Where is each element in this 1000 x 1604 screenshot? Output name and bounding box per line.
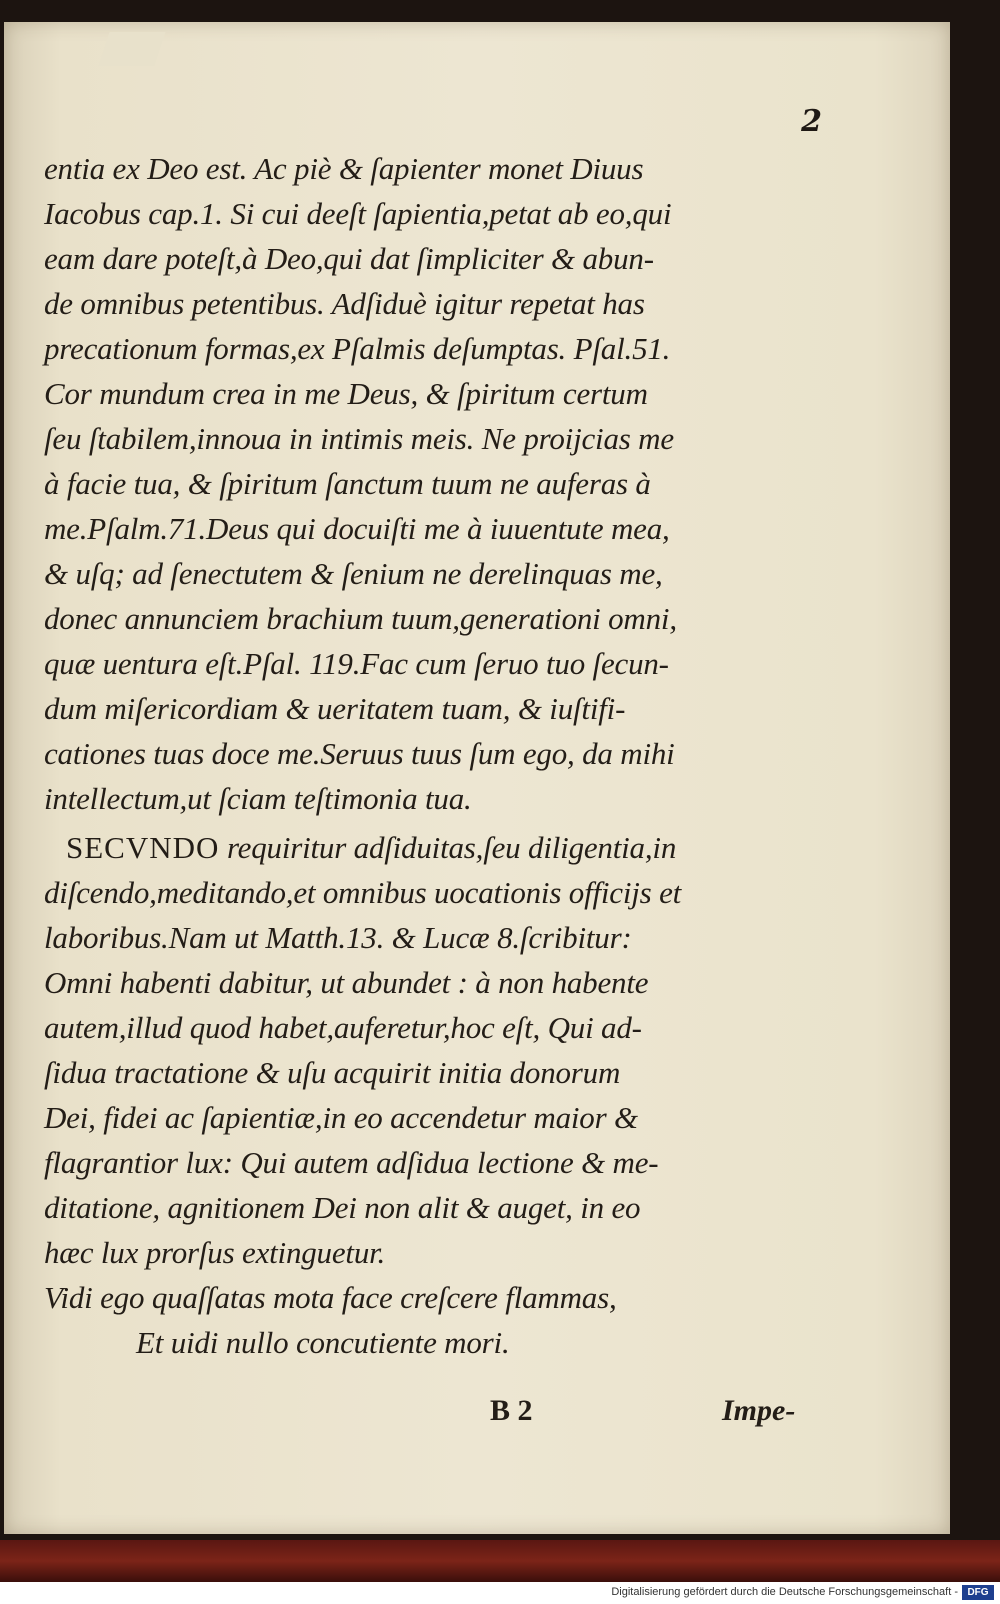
- text-line: entia ex Deo est. Ac piè & ſapienter monet Diuus: [44, 151, 644, 186]
- credit-bar: [0, 1582, 1000, 1604]
- text-line: Iacobus cap.1. Si cui deeſt ſapientia,petat ab eo,qui: [44, 196, 672, 231]
- text-line: hæc lux prorſus extinguetur.: [44, 1235, 386, 1270]
- text-line: diſcendo,meditando,et omnibus uocationis officijs et: [44, 875, 682, 910]
- text-line: donec annunciem brachium tuum,generationi omni,: [44, 601, 677, 636]
- paragraph-two-first-line: [44, 825, 796, 870]
- text-line: ditatione, agnitionem Dei non alit & auget, in eo: [44, 1190, 641, 1225]
- page-text: [44, 146, 796, 1365]
- page-footer: [0, 1394, 1000, 1434]
- text-line: intellectum,ut ſciam teſtimonia tua.: [44, 781, 472, 816]
- text-line: laboribus.Nam ut Matth.13. & Lucæ 8.ſcribitur:: [44, 920, 632, 955]
- dfg-logo-icon: DFG: [962, 1585, 994, 1600]
- text-line: Cor mundum crea in me Deus, & ſpiritum certum: [44, 376, 648, 411]
- paragraph-two-first-line-rest: requiritur adſiduitas,ſeu diligentia,in: [219, 830, 677, 865]
- verse-line: Vidi ego quaſſatas mota face creſcere flammas,: [44, 1280, 617, 1315]
- text-line: & uſq; ad ſenectutem & ſenium ne derelinquas me,: [44, 556, 663, 591]
- text-line: ſeu ſtabilem,innoua in intimis meis. Ne proijcias me: [44, 421, 674, 456]
- text-line: à facie tua, & ſpiritum ſanctum tuum ne auferas à: [44, 466, 651, 501]
- text-line: eam dare poteſt,à Deo,qui dat ſimpliciter & abun-: [44, 241, 654, 276]
- text-line: Dei, fidei ac ſapientiæ,in eo accendetur maior &: [44, 1100, 638, 1135]
- torn-page-corner: [98, 32, 165, 66]
- verse-line: Et uidi nullo concutiente mori.: [136, 1325, 510, 1360]
- cloth-strip: [0, 1540, 1000, 1582]
- text-line: quæ uentura eſt.Pſal. 119.Fac cum ſeruo tuo ſecun-: [44, 646, 669, 681]
- text-line: Omni habenti dabitur, ut abundet : à non habente: [44, 965, 649, 1000]
- text-line: de omnibus petentibus. Adſiduè igitur repetat has: [44, 286, 645, 321]
- credit-text: Digitalisierung gefördert durch die Deutsche Forschungsgemeinschaft -: [611, 1586, 958, 1598]
- signature-mark: B 2: [490, 1394, 533, 1427]
- paragraph-lead-word: SECVNDO: [66, 830, 220, 865]
- text-line: flagrantior lux: Qui autem adſidua lectione & me-: [44, 1145, 659, 1180]
- page-number: 2: [801, 104, 822, 139]
- text-line: cationes tuas doce me.Seruus tuus ſum ego, da mihi: [44, 736, 675, 771]
- text-line: ſidua tractatione & uſu acquirit initia donorum: [44, 1055, 621, 1090]
- text-line: precationum formas,ex Pſalmis deſumptas. Pſal.51.: [44, 331, 671, 366]
- catchword: Impe-: [722, 1394, 796, 1427]
- text-line: autem,illud quod habet,auferetur,hoc eſt, Qui ad-: [44, 1010, 642, 1045]
- text-line: me.Pſalm.71.Deus qui docuiſti me à iuuentute mea,: [44, 511, 670, 546]
- text-line: dum miſericordiam & ueritatem tuam, & iuſtifi-: [44, 691, 626, 726]
